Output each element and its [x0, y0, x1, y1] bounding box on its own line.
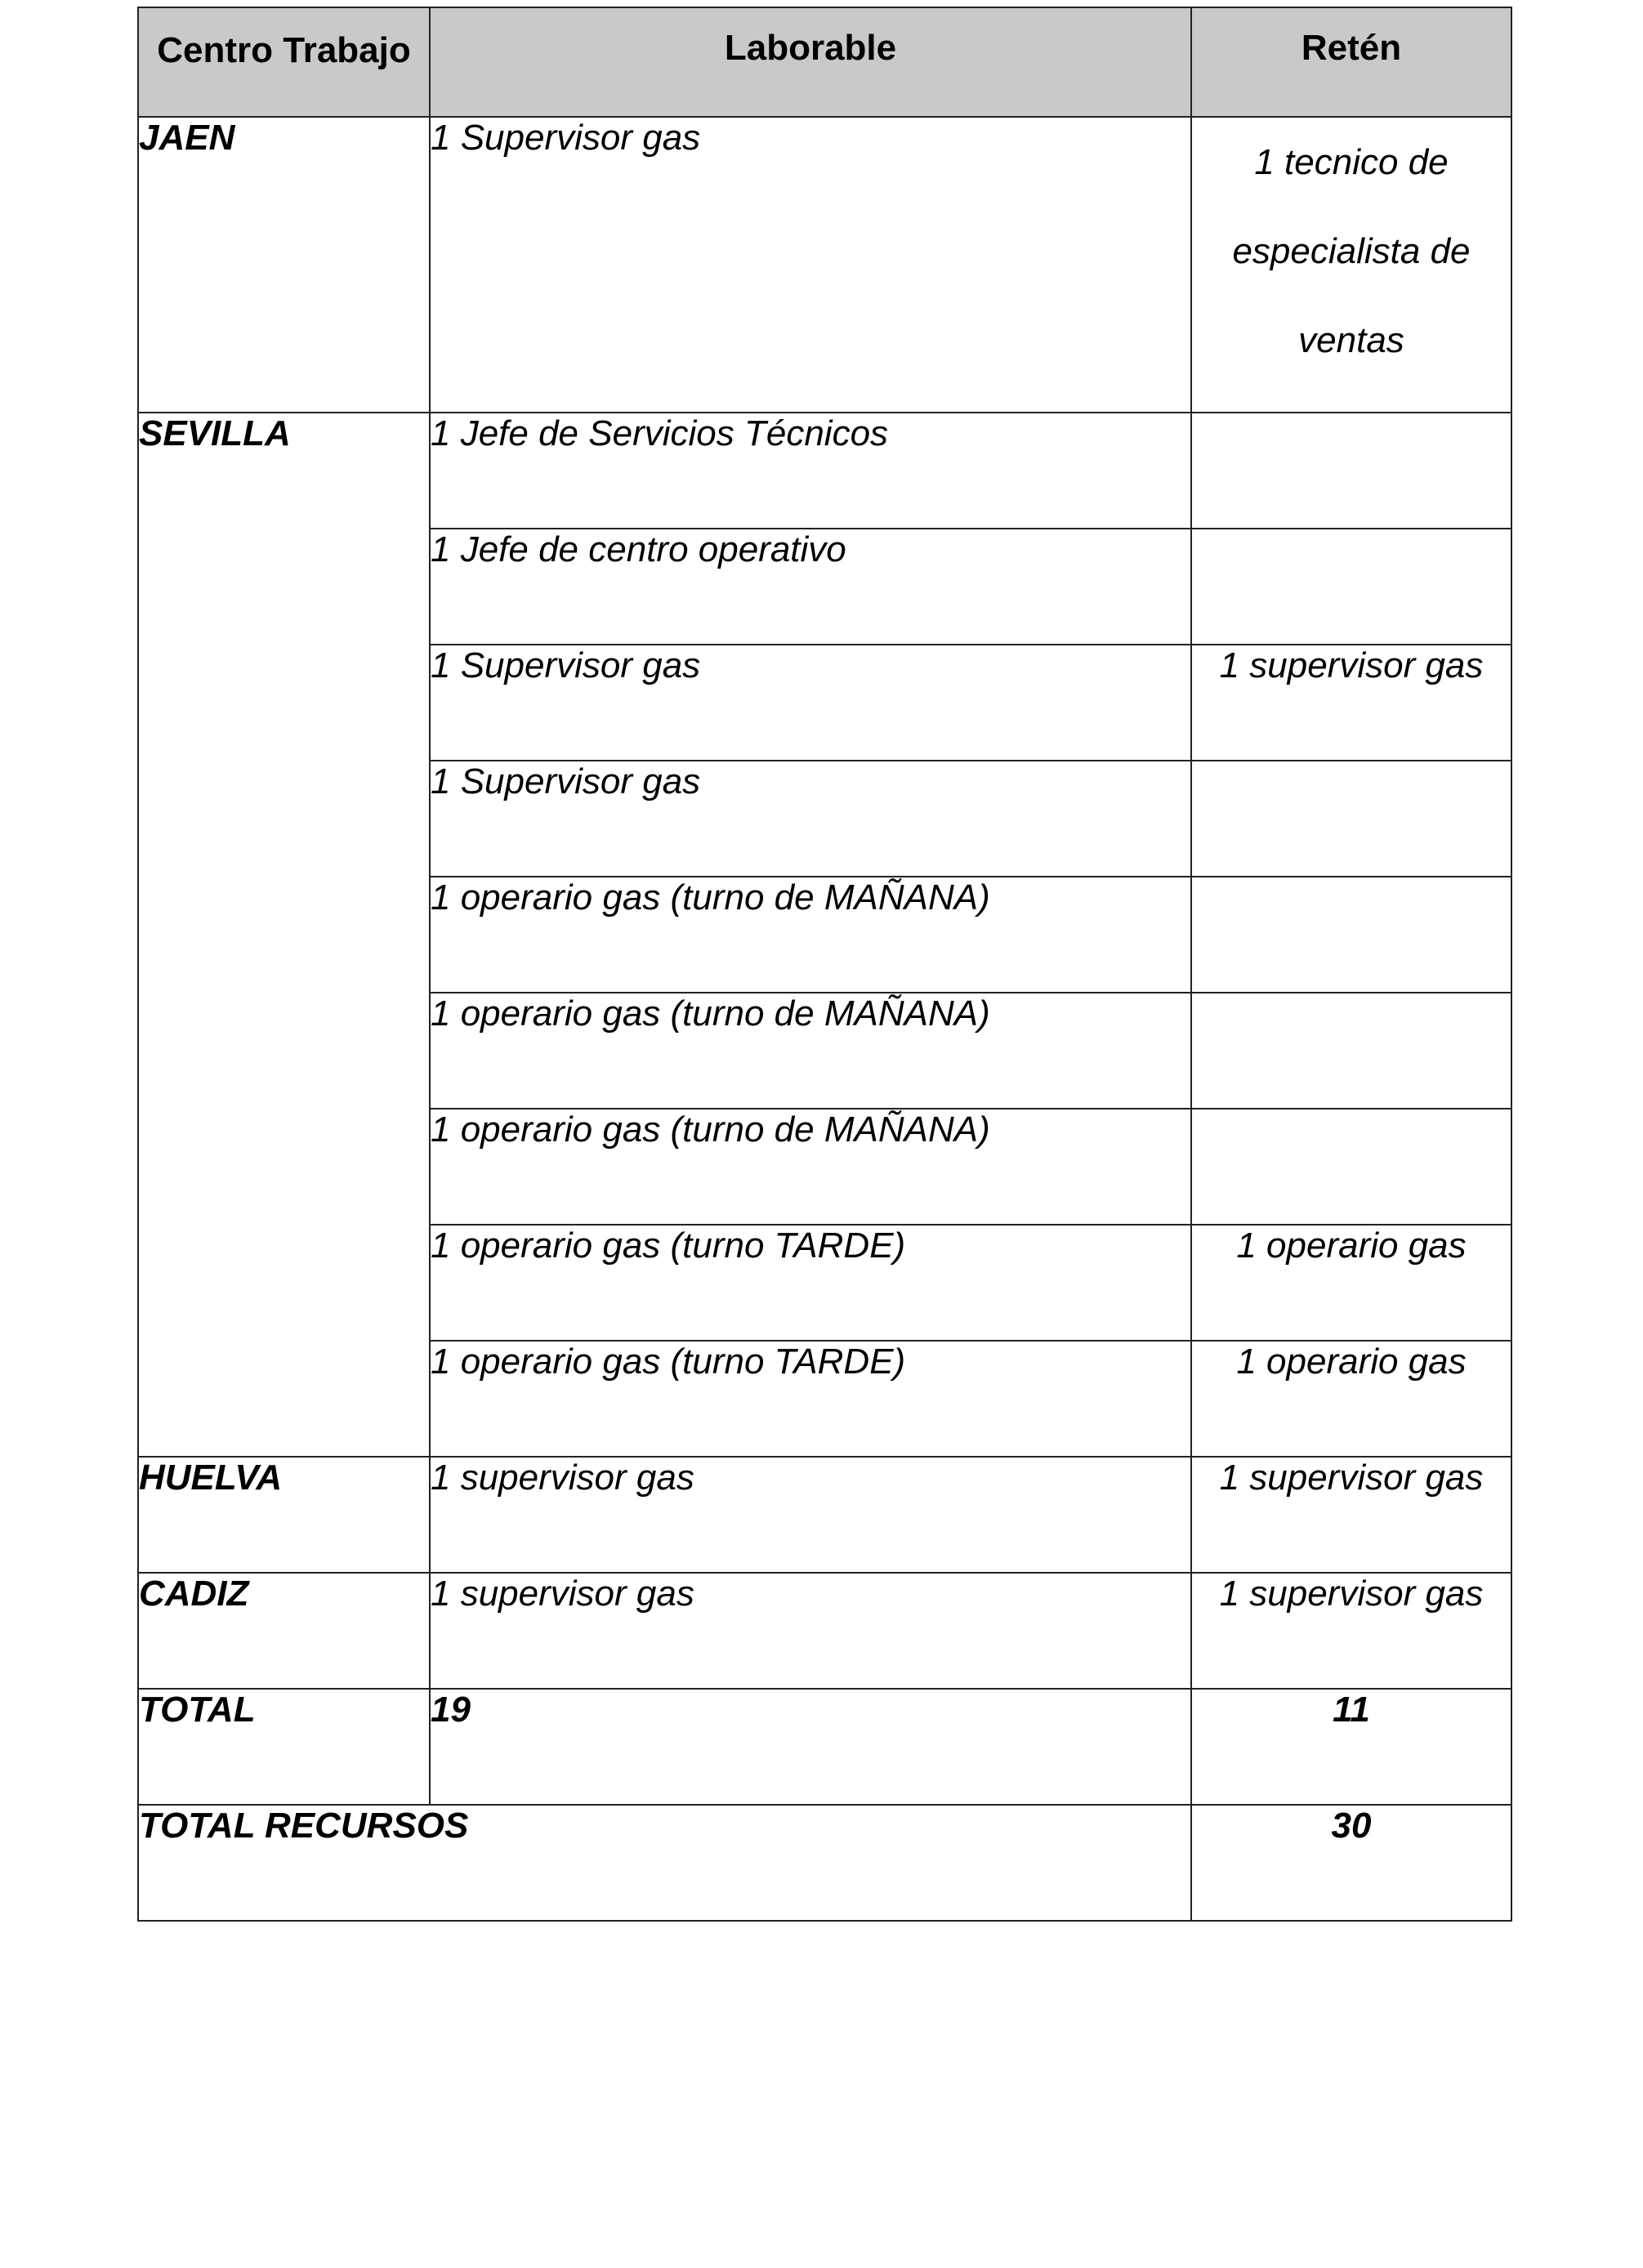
reten-cell: 1 operario gas — [1191, 1341, 1511, 1457]
total-reten: 11 — [1191, 1689, 1511, 1805]
header-reten: Retén — [1191, 7, 1511, 117]
centro-jaen: JAEN — [138, 117, 430, 413]
reten-cell — [1191, 413, 1511, 529]
staff-table — [137, 7, 1512, 1922]
centro-huelva: HUELVA — [138, 1457, 430, 1573]
laborable-cell: 1 operario gas (turno de MAÑANA) — [430, 877, 1191, 993]
total-recursos-label: TOTAL RECURSOS — [138, 1805, 1191, 1921]
reten-cell: 1 supervisor gas — [1191, 1457, 1511, 1573]
centro-sevilla: SEVILLA — [138, 413, 430, 1457]
reten-cell: 1 operario gas — [1191, 1225, 1511, 1341]
laborable-cell: 1 Supervisor gas — [430, 645, 1191, 761]
reten-cell — [1191, 993, 1511, 1109]
reten-cell — [1191, 877, 1511, 993]
table-row-cadiz — [138, 1573, 1511, 1689]
table-row-sevilla — [138, 413, 1511, 529]
table-row-jaen — [138, 117, 1511, 413]
header-row — [138, 7, 1511, 117]
reten-cell: 1 tecnico de especialista de ventas — [1191, 117, 1511, 413]
laborable-cell: 1 Jefe de centro operativo — [430, 529, 1191, 645]
header-centro-trabajo: Centro Trabajo — [138, 7, 430, 117]
centro-cadiz: CADIZ — [138, 1573, 430, 1689]
laborable-cell: 1 operario gas (turno TARDE) — [430, 1341, 1191, 1457]
table-row-huelva — [138, 1457, 1511, 1573]
laborable-cell: 1 operario gas (turno de MAÑANA) — [430, 993, 1191, 1109]
laborable-cell: 1 Supervisor gas — [430, 117, 1191, 413]
laborable-cell: 1 operario gas (turno TARDE) — [430, 1225, 1191, 1341]
reten-cell — [1191, 761, 1511, 877]
header-laborable: Laborable — [430, 7, 1191, 117]
laborable-cell: 1 supervisor gas — [430, 1457, 1191, 1573]
reten-cell — [1191, 1109, 1511, 1225]
laborable-cell: 1 supervisor gas — [430, 1573, 1191, 1689]
total-laborable: 19 — [430, 1689, 1191, 1805]
reten-cell — [1191, 529, 1511, 645]
total-recursos-value: 30 — [1191, 1805, 1511, 1921]
laborable-cell: 1 Supervisor gas — [430, 761, 1191, 877]
laborable-cell: 1 Jefe de Servicios Técnicos — [430, 413, 1191, 529]
table-row-total — [138, 1689, 1511, 1805]
reten-cell: 1 supervisor gas — [1191, 645, 1511, 761]
total-label: TOTAL — [138, 1689, 430, 1805]
reten-cell: 1 supervisor gas — [1191, 1573, 1511, 1689]
table-row-total-recursos — [138, 1805, 1511, 1921]
laborable-cell: 1 operario gas (turno de MAÑANA) — [430, 1109, 1191, 1225]
